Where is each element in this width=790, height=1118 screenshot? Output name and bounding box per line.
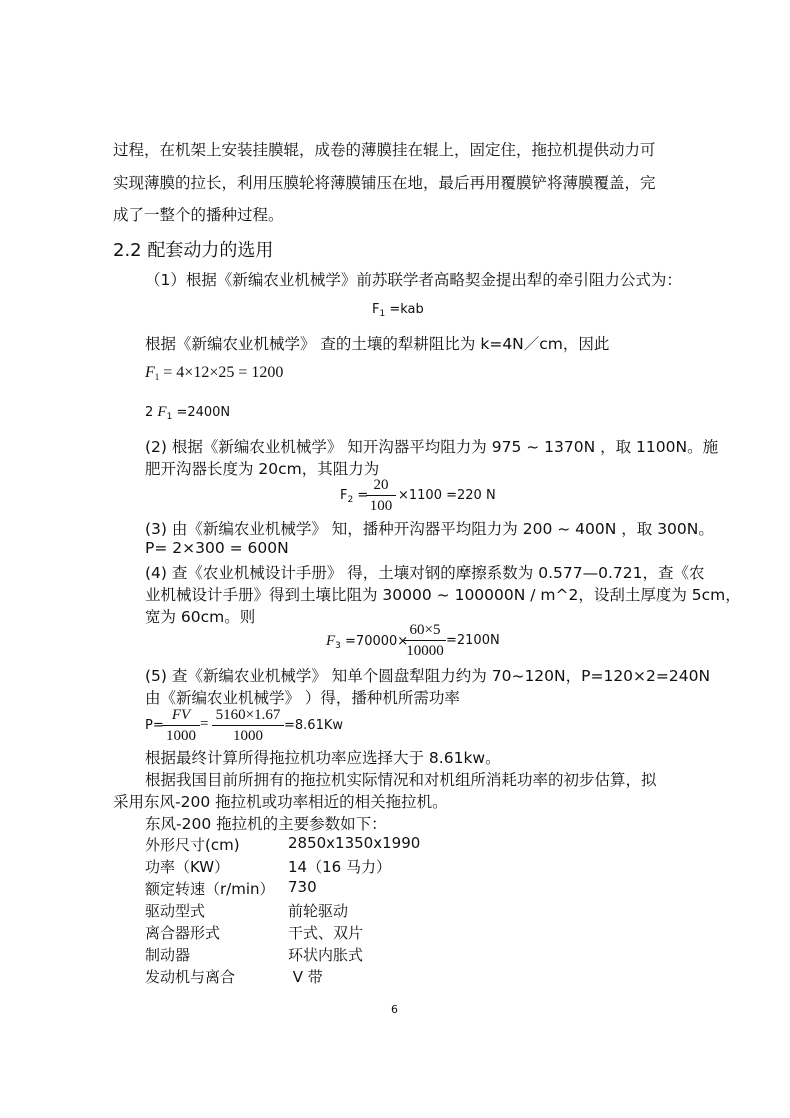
param-value: 2850x1350x1990 — [288, 834, 421, 852]
fraction-denominator: 100 — [369, 498, 393, 514]
item4-line: 宽为 60cm。则 — [145, 608, 256, 626]
formula-symbol: F — [372, 302, 380, 317]
param-value: 干式、双片 — [288, 924, 364, 942]
formula-subscript: 1 — [166, 412, 173, 422]
formula-traction — [372, 302, 424, 319]
param-label: 驱动型式 — [145, 902, 206, 920]
formula-p-rest: =8.61Kw — [284, 718, 343, 733]
conclusion-line: 根据我国目前所拥有的拖拉机实际情况和对机组所消耗功率的初步估算，拟 — [145, 771, 657, 789]
item4-line: 业机械设计手册》得到土壤比阻为 30000 ~ 100000N / m^2，设刮土厚度为 5cm， — [145, 586, 741, 604]
fraction-numerator: FV — [171, 707, 191, 723]
formula-f2-rest: ×1100 =220 N — [398, 488, 496, 503]
item5-line: 由《新编农业机械学》 ）得，播种机所需功率 — [145, 689, 460, 707]
page-number: 6 — [391, 1003, 398, 1016]
fraction-bar — [162, 725, 200, 726]
item2-line: 肥开沟器长度为 20cm，其阻力为 — [145, 460, 380, 478]
section-heading: 2.2 配套动力的选用 — [113, 240, 274, 261]
paragraph-line: 成了一整个的播种过程。 — [113, 206, 284, 224]
formula-subscript: 1 — [379, 309, 386, 319]
param-label: 功率（KW） — [145, 858, 230, 876]
conclusion-line: 根据最终计算所得拖拉机功率应选择大于 8.61kw。 — [145, 749, 501, 767]
param-label: 制动器 — [145, 946, 191, 964]
fraction-numerator: 5160×1.67 — [215, 707, 281, 723]
fraction-p1 — [162, 706, 200, 745]
fraction-f3 — [404, 621, 446, 660]
conclusion-line: 采用东风-200 拖拉机或功率相近的相关拖拉机。 — [113, 793, 448, 811]
fraction-bar — [212, 725, 284, 726]
item1-k-text: 根据《新编农业机械学》 查的土壤的犁耕阻比为 k=4N／cm，因此 — [145, 335, 610, 353]
item3-line: P= 2×300 = 600N — [145, 539, 289, 557]
fraction-denominator: 1000 — [166, 728, 196, 744]
formula-rest: =2400N — [172, 405, 231, 420]
formula-symbol: F — [326, 633, 336, 649]
formula-subscript: 3 — [335, 641, 341, 651]
paragraph-line: 实现薄膜的拉长，利用压膜轮将薄膜铺压在地，最后再用覆膜铲将薄膜覆盖，完 — [113, 174, 656, 192]
fraction-denominator: 10000 — [406, 643, 444, 659]
fraction-p2 — [212, 706, 284, 745]
formula-f2-label — [340, 488, 368, 505]
item3-line: (3) 由《新编农业机械学》 知，播种开沟器平均阻力为 200 ~ 400N ，取 300N。 — [145, 520, 714, 538]
formula-f3-rest: =2100N — [446, 633, 500, 648]
formula-rest: =kab — [385, 302, 424, 317]
fraction-f2 — [366, 476, 396, 515]
formula-prefix: 2 — [145, 405, 158, 420]
param-value: 前轮驱动 — [288, 902, 349, 920]
fraction-denominator: 1000 — [233, 728, 263, 744]
formula-eq: = — [200, 716, 209, 732]
fraction-bar — [404, 640, 446, 641]
params-intro: 东风-200 拖拉机的主要参数如下： — [145, 815, 387, 833]
fraction-numerator: 60×5 — [409, 622, 441, 638]
item5-line: (5) 查《新编农业机械学》 知单个圆盘犁阻力约为 70~120N，P=120×2=240N — [145, 667, 711, 685]
formula-f1-calc — [145, 364, 283, 382]
param-label: 额定转速（r/min） — [145, 880, 275, 898]
formula-eq: = — [353, 488, 369, 503]
formula-subscript: 2 — [347, 495, 354, 505]
param-label: 发动机与离合 — [145, 968, 236, 986]
item2-line: (2) 根据《新编农业机械学》 知开沟器平均阻力为 975 ~ 1370N ，取 1100N。施 — [145, 438, 719, 456]
fraction-numerator: 20 — [373, 477, 389, 493]
param-value: V 带 — [288, 968, 323, 986]
param-value: 730 — [288, 878, 317, 896]
param-label: 外形尺寸(cm) — [145, 836, 240, 854]
formula-symbol: F — [340, 488, 348, 503]
formula-symbol: F — [157, 404, 167, 420]
formula-f1-double — [145, 404, 230, 422]
formula-rest: = 4×12×25 = 1200 — [159, 364, 284, 381]
param-value: 14（16 马力） — [288, 858, 391, 876]
formula-symbol: F — [145, 364, 155, 381]
formula-eq: =70000× — [340, 634, 409, 649]
formula-subscript: 1 — [154, 372, 160, 382]
fraction-bar — [366, 495, 396, 496]
item1-intro: （1）根据《新编农业机械学》前苏联学者高略契金提出犁的牵引阻力公式为： — [145, 271, 682, 289]
param-label: 离合器形式 — [145, 924, 221, 942]
formula-f3-label — [326, 633, 408, 651]
paragraph-line: 过程，在机架上安装挂膜辊，成卷的薄膜挂在辊上，固定住，拖拉机提供动力可 — [113, 141, 656, 159]
item4-line: (4) 查《农业机械设计手册》 得，土壤对钢的摩擦系数为 0.577—0.721，查《农 — [145, 564, 705, 582]
param-value: 环状内胀式 — [288, 946, 364, 964]
formula-p-label: P= — [145, 718, 164, 733]
